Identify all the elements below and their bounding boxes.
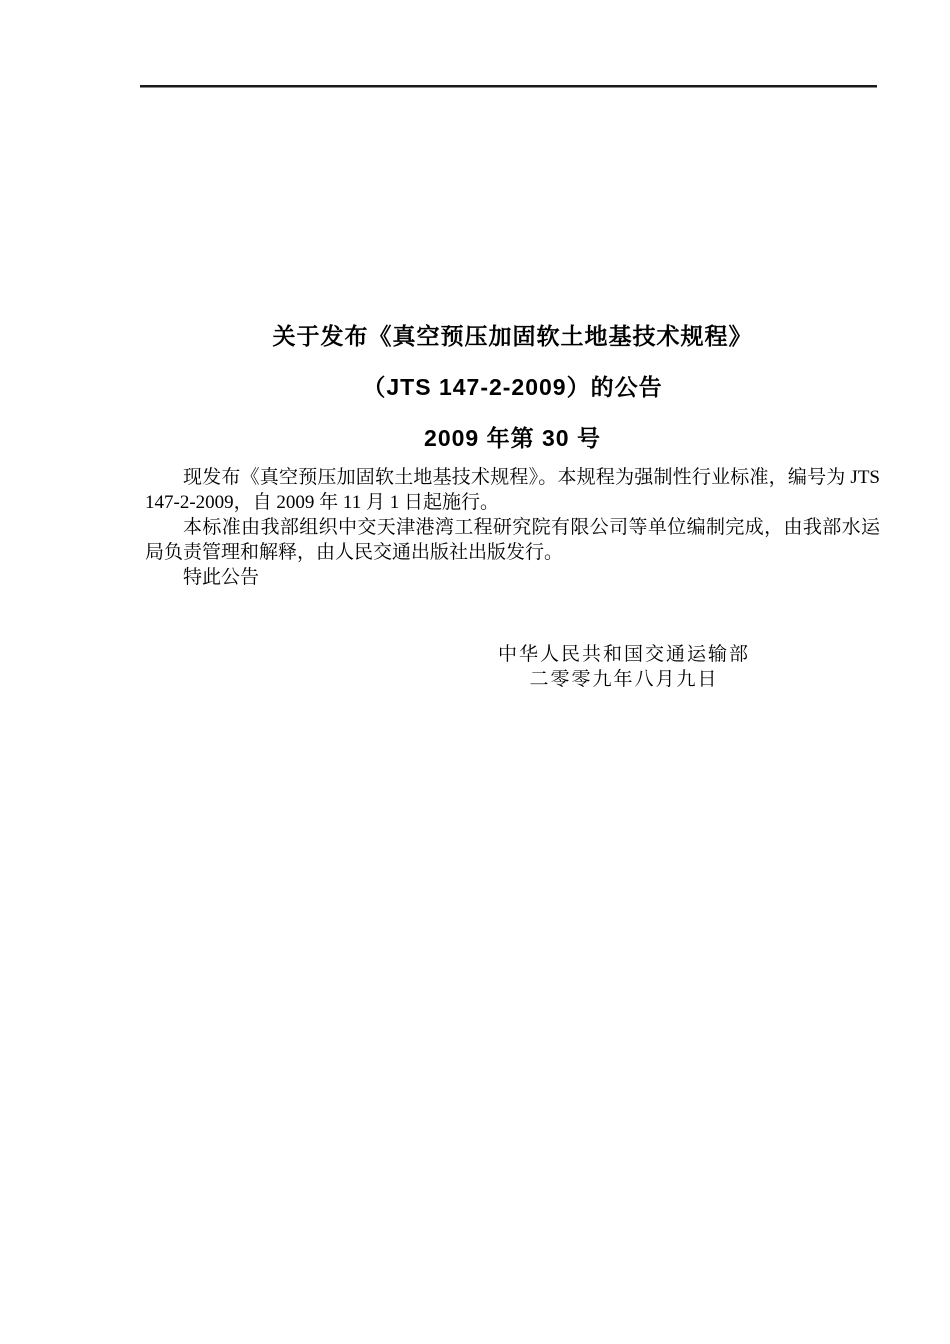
signature-block — [498, 642, 750, 692]
page-title-line-2: （JTS 147-2-2009）的公告 — [362, 374, 663, 400]
signature-date: 二零零九年八月九日 — [529, 669, 719, 690]
paragraph-management: 本标准由我部组织中交天津港湾工程研究院有限公司等单位编制完成，由我部水运局负责管理和解释，由人民交通出版社出版发行。 — [145, 517, 880, 563]
closing-statement: 特此公告 — [183, 567, 260, 588]
page-title-line-1: 关于发布《真空预压加固软土地基技术规程》 — [272, 323, 753, 349]
paragraph-announcement: 现发布《真空预压加固软土地基技术规程》。本规程为强制性行业标准，编号为 JTS 147-2-2009，自 2009 年 11 月 1 日起施行。 — [145, 467, 880, 513]
document-content — [145, 322, 880, 692]
header-rule — [140, 85, 877, 88]
signature-organization: 中华人民共和国交通运输部 — [497, 644, 750, 665]
page-title-line-3: 2009 年第 30 号 — [424, 425, 601, 451]
document-body — [145, 465, 880, 692]
